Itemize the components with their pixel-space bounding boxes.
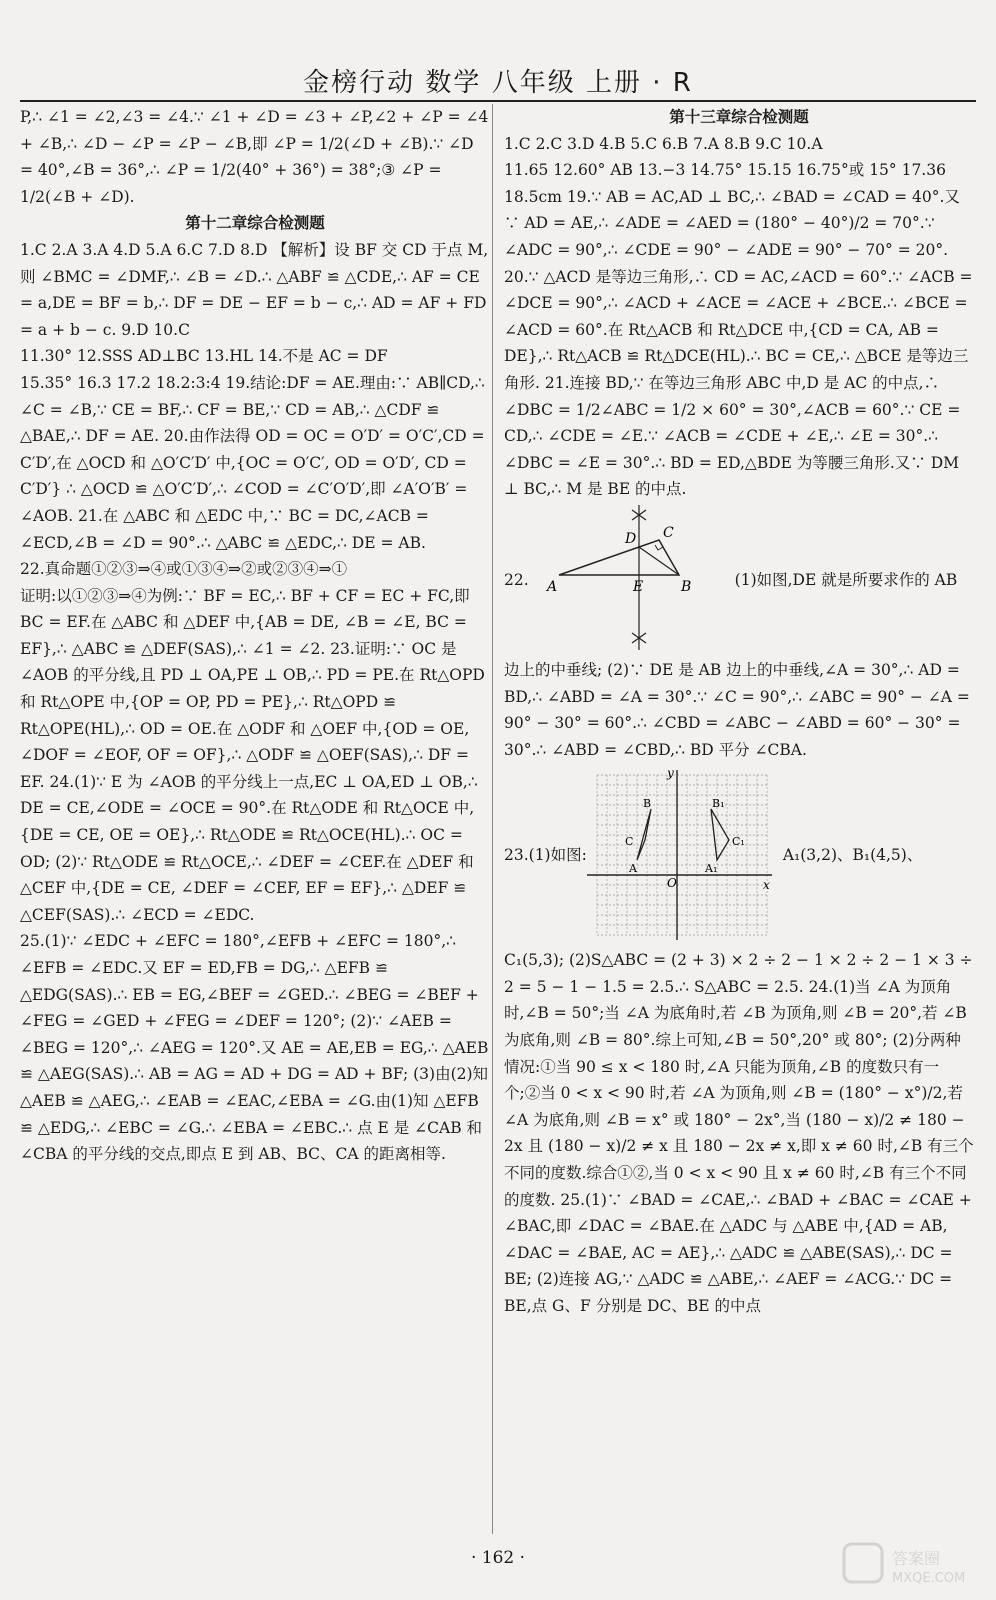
watermark-logo <box>842 1540 972 1586</box>
y-axis-label: y <box>666 766 674 781</box>
answer-paragraph: 1.C 2.C 3.D 4.B 5.C 6.B 7.A 8.B 9.C 10.A <box>504 134 823 153</box>
left-column <box>20 104 490 1168</box>
grid-lines <box>597 775 767 935</box>
answer-paragraph: P,∴ ∠1 = ∠2,∠3 = ∠4.∵ ∠1 + ∠D = ∠3 + ∠P,∠2 + ∠P = ∠4 + ∠B,∴ ∠D − ∠P = ∠P − ∠B,即 ∠P = 1/2(∠D + ∠B).∵ ∠D = 40°,∠B = 36°,∴ ∠P = 1/2(40° + 36°) = 38°;③ ∠P = 1/2(∠B + ∠D). <box>20 108 489 206</box>
figure-23 <box>504 765 974 945</box>
label-a: A <box>628 862 637 876</box>
section-title: 第十三章综合检测题 <box>669 107 809 126</box>
figure-text: (1)如图,DE 就是所要求作的 AB <box>734 570 958 589</box>
label-c: C <box>624 835 634 849</box>
label-e: E <box>632 578 643 595</box>
x-axis-label: x <box>762 878 770 893</box>
answer-paragraph: 1.C 2.A 3.A 4.D 5.A 6.C 7.D 8.D 【解析】设 BF 交 CD 于点 M,则 ∠BMC = ∠DMF,∴ ∠B = ∠D.∴ △ABF ≌ △CDE,∴ AF = CE = a,DE = BF = b,∴ DF = DE − EF = b − c,∴ AD = AF + FD = a + b − c. 9.D 10.C <box>20 240 489 339</box>
svg-text:答案圈: 答案圈 <box>892 1549 941 1568</box>
label-d: D <box>624 530 636 547</box>
origin-label: O <box>666 876 677 891</box>
answer-paragraph: 15.35° 16.3 17.2 18.2:3:4 19.结论:DF = AE.理由:∵ AB∥CD,∴ ∠C = ∠B,∵ CE = BF,∴ CF = BE,∵ CD = AB,∴ △CDF ≌ △BAE,∴ DF = AE. 20.由作法得 OD = OC = O′D′ = O′C′,CD = C′D′,在 △OCD 和 △O′C′D′ 中,{OC = O′C′, OD = O′D′, CD = C′D′} ∴ △OCD ≌ △O′C′D′,∴ ∠COD = ∠C′O′D′,即 ∠A′O′B′ = ∠AOB. 21.在 △ABC 和 △EDC 中,∵ BC = DC,∠ACB = ∠ECD,∠B = ∠D = 90°.∴ △ABC ≌ △EDC,∴ DE = AB. <box>20 373 485 552</box>
answer-paragraph: 22.真命题①②③⇒④或①③④⇒②或②③④⇒① <box>20 560 348 579</box>
figure-22 <box>504 505 974 655</box>
answer-paragraph: 25.(1)∵ ∠EDC + ∠EFC = 180°,∠EFB + ∠EFC = 180°,∴ ∠EFB = ∠EDC.又 EF = ED,FB = DG,∴ △EFB ≌ △EDG(SAS).∴ EB = EG,∠BEF = ∠GED.∴ ∠BEG = ∠BEF + ∠FEG = ∠GED + ∠FEG = ∠DEF = 120°; (2)∵ ∠AEB = ∠BEG = 120°,∴ ∠AEG = 120°.又 AE = AE,EB = EG,∴ △AEB ≌ △AEG(SAS).∴ AB = AG = AD + DG = AD + BF; (3)由(2)知 △AEB ≌ △AEG,∴ ∠EAB = ∠EAC,∠EBA = ∠G.由(1)知 △EFB ≌ △EDG,∴ ∠EBC = ∠G.∴ ∠EBA = ∠EBC.∴ 点 E 是 ∠CAB 和 ∠CBA 的平分线的交点,即点 E 到 AB、BC、CA 的距离相等. <box>20 932 489 1164</box>
triangle-figure <box>529 505 729 655</box>
question-number: 22. <box>504 570 529 589</box>
answer-paragraph: 11.65 12.60° AB 13.−3 14.75° 15.15 16.75°或 15° 17.36 18.5cm 19.∵ AB = AC,AD ⊥ BC,∴ ∠BAD = ∠CAD = 40°.又∵ AD = AE,∴ ∠ADE = ∠AED = (180° − 40°)/2 = 70°.∵ ∠ADC = 90°,∴ ∠CDE = 90° − ∠ADE = 90° − 70° = 20°. 20.∵ △ACD 是等边三角形,∴ CD = AC,∠ACD = 60°.∵ ∠ACB = ∠DCE = 90°,∴ ∠ACD + ∠ACE = ∠ACE + ∠BCE.∴ ∠BCE = ∠ACD = 60°.在 Rt△ACB 和 Rt△DCE 中,{CD = CA, AB = DE},∴ Rt△ACB ≌ Rt△DCE(HL).∴ BC = CE,∴ △BCE 是等边三角形. 21.连接 BD,∵ 在等边三角形 ABC 中,D 是 AC 的中点,∴ ∠DBC = 1/2∠ABC = 1/2 × 60° = 30°,∠ACB = 60°.∵ CE = CD,∴ ∠CDE = ∠E.∵ ∠ACB = ∠CDE + ∠E,∴ ∠E = 30°.∴ ∠DBC = ∠E = 30°.∴ BD = ED,△BDE 为等腰三角形.又∵ DM ⊥ BC,∴ M 是 BE 的中点. <box>504 161 973 499</box>
question-number: 23.(1)如图: <box>504 845 587 864</box>
label-a1: A₁ <box>704 862 718 876</box>
right-column <box>504 104 974 1320</box>
column-divider <box>492 104 493 1534</box>
header-rule <box>20 100 976 102</box>
label-c: C <box>662 524 674 541</box>
label-b: B <box>642 797 651 811</box>
coordinate-grid-figure <box>587 765 777 945</box>
label-b1: B₁ <box>711 797 725 811</box>
answer-paragraph: 11.30° 12.SSS AD⊥BC 13.HL 14.不是 AC = DF <box>20 347 388 366</box>
page-header: 金榜行动 数学 八年级 上册 · R <box>303 68 693 98</box>
answer-paragraph: C₁(5,3); (2)S△ABC = (2 + 3) × 2 ÷ 2 − 1 × 2 ÷ 2 − 1 × 3 ÷ 2 = 5 − 1 − 1.5 = 2.5.∴ S△ABC = 2.5. 24.(1)当 ∠A 为顶角时,∠B = 50°;当 ∠A 为底角时,若 ∠B 为顶角,则 ∠B = 20°,若 ∠B 为底角,则 ∠B = 80°.综上可知,∠B = 50°,20° 或 80°; (2)分两种情况:①当 90 ≤ x < 180 时,∠A 只能为顶角,∠B 的度数只有一个;②当 0 < x < 90 时,若 ∠A 为顶角,则 ∠B = (180° − x°)/2,若 ∠A 为底角,则 ∠B = x° 或 180° − 2x°,当 (180 − x)/2 ≠ 180 − 2x 且 (180 − x)/2 ≠ x 且 180 − 2x ≠ x,即 x ≠ 60 时,∠B 有三个不同的度数.综合①②,当 0 < x < 90 且 x ≠ 60 时,∠B 有三个不同的度数. 25.(1)∵ ∠BAD = ∠CAE,∴ ∠BAD + ∠BAC = ∠CAE + ∠BAC,即 ∠DAC = ∠BAE.在 △ADC 与 △ABE 中,{AD = AB, ∠DAC = ∠BAE, AC = AE},∴ △ADC ≌ △ABE(SAS),∴ DC = BE; (2)连接 AG,∵ △ADC ≌ △ABE,∴ ∠AEF = ∠ACG.∵ DC = BE,点 G、F 分别是 DC、BE 的中点 <box>504 951 974 1315</box>
page-number: · 162 · <box>470 1548 526 1568</box>
label-c1: C₁ <box>731 835 745 849</box>
label-a: A <box>546 578 557 595</box>
figure-text: A₁(3,2)、B₁(4,5)、 <box>782 845 923 864</box>
answer-paragraph: 边上的中垂线; (2)∵ DE 是 AB 边上的中垂线,∠A = 30°,∴ AD = BD,∴ ∠ABD = ∠A = 30°.∵ ∠C = 90°,∴ ∠ABC = 90° − ∠A = 90° − 30° = 60°.∴ ∠CBD = ∠ABC − ∠ABD = 60° − 30° = 30°.∴ ∠ABD = ∠CBD,∴ BD 平分 ∠CBA. <box>504 660 970 759</box>
svg-text:MXQE.COM: MXQE.COM <box>892 1571 966 1586</box>
answer-paragraph: 证明:以①②③⇒④为例:∵ BF = EC,∴ BF + CF = EC + FC,即 BC = EF.在 △ABC 和 △DEF 中,{AB = DE, ∠B = ∠E, BC = EF},∴ △ABC ≌ △DEF(SAS),∴ ∠1 = ∠2. 23.证明:∵ OC 是 ∠AOB 的平分线,且 PD ⊥ OA,PE ⊥ OB,∴ PD = PE.在 Rt△OPD 和 Rt△OPE 中,{OP = OP, PD = PE},∴ Rt△OPD ≌ Rt△OPE(HL),∴ OD = OE.在 △ODF 和 △OEF 中,{OD = OE, ∠DOF = ∠EOF, OF = OF},∴ △ODF ≌ △OEF(SAS),∴ DF = EF. 24.(1)∵ E 为 ∠AOB 的平分线上一点,EC ⊥ OA,ED ⊥ OB,∴ DE = CE,∠ODE = ∠OCE = 90°.在 Rt△ODE 和 Rt△OCE 中,{DE = CE, OE = OE},∴ Rt△ODE ≌ Rt△OCE(HL).∴ OC = OD; (2)∵ Rt△ODE ≌ Rt△OCE,∴ ∠DEF = ∠CEF.在 △DEF 和 △CEF 中,{DE = CE, ∠DEF = ∠CEF, EF = EF},∴ △DEF ≌ △CEF(SAS).∴ ∠ECD = ∠EDC. <box>20 586 485 924</box>
section-title: 第十二章综合检测题 <box>185 213 325 233</box>
label-b: B <box>680 578 691 595</box>
